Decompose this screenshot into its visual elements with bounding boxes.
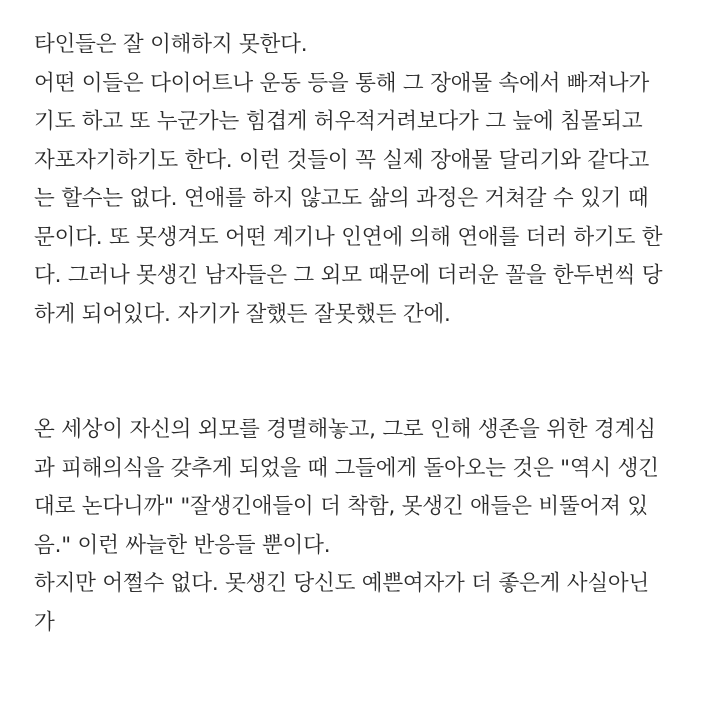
text-line: 는 할수는 없다. 연애를 하지 않고도 삶의 과정은 거쳐갈 수 있기 때 (34, 186, 649, 211)
paragraph-spacer (34, 334, 690, 411)
text-line: 기도 하고 또 누군가는 힘겹게 허우적거려보다가 그 늪에 침몰되고 (34, 109, 643, 134)
text-line: 과 피해의식을 갖추게 되었을 때 그들에게 돌아오는 것은 "역시 생긴 (34, 455, 659, 481)
text-line: 다. 그러나 못생긴 남자들은 그 외모 때문에 더러운 꼴을 한두번씩 당 (34, 263, 663, 288)
paragraph-2 (34, 411, 690, 642)
paragraph-1 (34, 26, 690, 334)
text-line: 자포자기하기도 한다. 이런 것들이 꼭 실제 장애물 달리기와 같다고 (34, 147, 650, 173)
text-line: 타인들은 잘 이해하지 못한다. (34, 32, 308, 57)
text-line: 음." 이런 싸늘한 반응들 뿐이다. (34, 532, 331, 558)
text-line: 하게 되어있다. 자기가 잘했든 잘못했든 간에. (34, 301, 451, 327)
text-line: 온 세상이 자신의 외모를 경멸해놓고, 그로 인해 생존을 위한 경계심 (34, 417, 656, 442)
text-line: 하지만 어쩔수 없다. 못생긴 당신도 예쁜여자가 더 좋은게 사실아닌 (34, 571, 650, 596)
text-line: 문이다. 또 못생겨도 어떤 계기나 인연에 의해 연애를 더러 하기도 한 (34, 224, 663, 250)
text-line: 가 (34, 609, 55, 635)
text-line: 대로 논다니까" "잘생긴애들이 더 착함, 못생긴 애들은 비뚤어져 있 (34, 494, 648, 519)
text-line: 어떤 이들은 다이어트나 운동 등을 통해 그 장애물 속에서 빠져나가 (34, 70, 650, 96)
